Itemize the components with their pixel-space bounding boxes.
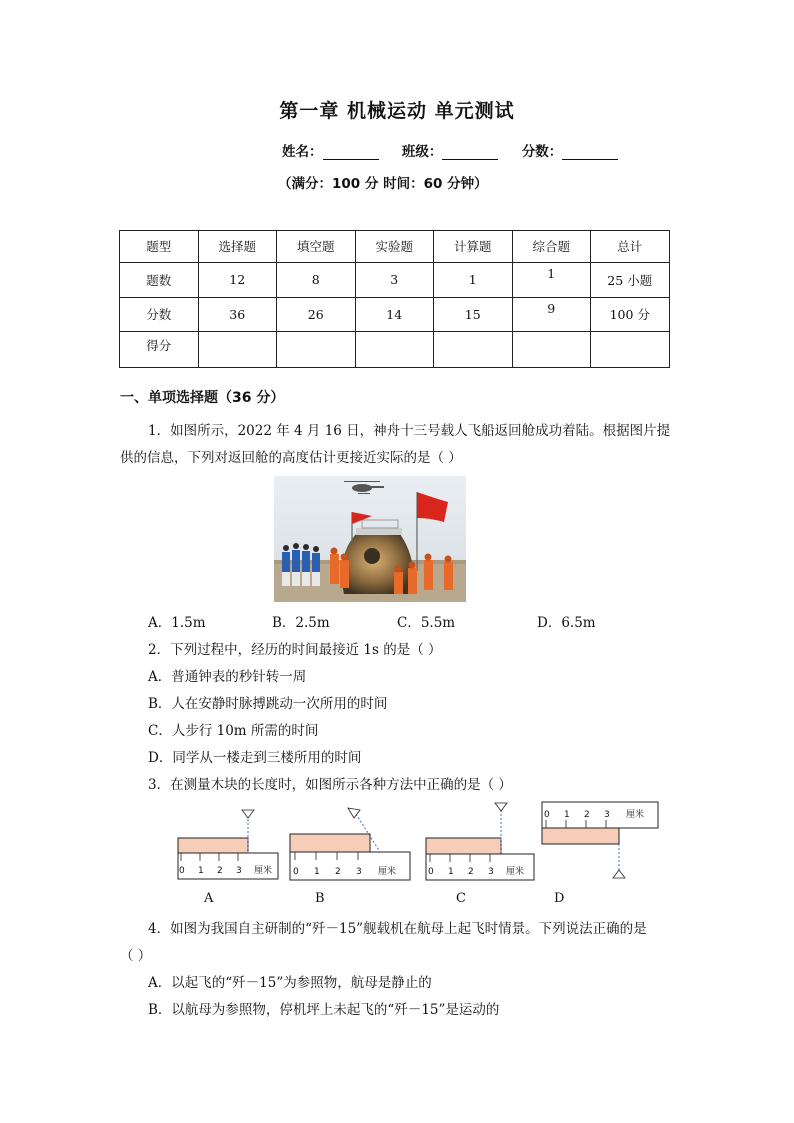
table-cell: 综合题 (512, 231, 591, 263)
ruler-tick-label: 0 (428, 867, 434, 877)
q1-option-b: B．2.5m (272, 615, 330, 631)
ruler-figure-d (542, 802, 658, 878)
eye-icon (242, 810, 254, 818)
figure-label-c: C (456, 891, 466, 906)
q4-option-b: B．以航母为参照物，停机坪上未起飞的“歼－15”是运动的 (148, 1002, 500, 1018)
table-cell: 分数 (120, 297, 199, 332)
ruler-unit-label: 厘米 (378, 867, 397, 877)
ruler-tick-label: 0 (293, 867, 299, 877)
ruler-tick-label: 0 (179, 866, 185, 876)
ruler-tick-label: 2 (217, 866, 223, 876)
eye-icon (348, 808, 360, 818)
ruler-tick-label: 3 (488, 867, 494, 877)
q1-option-a: A．1.5m (148, 615, 206, 631)
ruler-tick-label: 1 (448, 867, 454, 877)
student-info-row (282, 140, 618, 160)
figure-label-b: B (315, 891, 325, 906)
ruler-tick-label: 2 (468, 867, 474, 877)
table-cell[interactable] (434, 332, 513, 368)
q2-option-b: B．人在安静时脉搏跳动一次所用的时间 (148, 696, 388, 712)
table-cell: 26 (277, 297, 356, 332)
score-table (119, 230, 670, 368)
ruler-unit-label: 厘米 (626, 810, 645, 820)
table-cell[interactable] (591, 332, 670, 368)
q2-option-c: C．人步行 10m 所需的时间 (148, 723, 319, 739)
page-title: 第一章 机械运动 单元测试 (279, 100, 515, 122)
ruler-tick-label: 3 (356, 867, 362, 877)
table-cell: 3 (355, 263, 434, 298)
ruler-figure-c (426, 803, 534, 880)
ruler-tick-label: 3 (604, 810, 610, 820)
table-cell[interactable] (512, 332, 591, 368)
q1-option-d: D．6.5m (537, 615, 596, 631)
figure-label-d: D (554, 891, 565, 906)
table-row (120, 297, 670, 332)
ruler-tick-label: 0 (544, 810, 550, 820)
table-cell[interactable] (198, 332, 277, 368)
table-cell: 题型 (120, 231, 199, 263)
ruler-tick-label: 2 (584, 810, 590, 820)
ruler-measurement-figure (168, 800, 668, 885)
ruler-tick-label: 3 (236, 866, 242, 876)
ruler-tick-label: 1 (314, 867, 320, 877)
table-cell: 25 小题 (591, 263, 670, 298)
score-label: 分数： (521, 144, 563, 160)
eye-icon (495, 803, 507, 811)
table-cell: 1 (512, 263, 591, 298)
class-blank (442, 145, 498, 160)
question-3: 3．在测量木块的长度时，如图所示各种方法中正确的是（ ） (148, 777, 512, 793)
ruler-unit-label: 厘米 (254, 866, 273, 876)
table-cell: 15 (434, 297, 513, 332)
table-cell: 计算题 (434, 231, 513, 263)
capsule-landing-photo (274, 476, 466, 602)
table-cell: 题数 (120, 263, 199, 298)
question-4-line-1: 4．如图为我国自主研制的“歼－15”舰载机在航母上起飞时情景。下列说法正确的是 (148, 921, 647, 937)
table-row (120, 332, 670, 368)
eye-icon (613, 870, 625, 878)
figure-label-a: A (204, 891, 214, 906)
table-cell[interactable] (355, 332, 434, 368)
table-cell: 得分 (120, 332, 199, 368)
ruler-figure-b (290, 808, 410, 880)
section-heading: 一、单项选择题（36 分） (120, 390, 285, 406)
table-cell: 9 (512, 297, 591, 332)
table-cell: 1 (434, 263, 513, 298)
question-2: 2．下列过程中，经历的时间最接近 1s 的是（ ） (148, 642, 442, 658)
table-cell: 实验题 (355, 231, 434, 263)
table-cell: 填空题 (277, 231, 356, 263)
score-blank (562, 145, 618, 160)
table-cell[interactable] (277, 332, 356, 368)
ruler-unit-label: 厘米 (506, 867, 525, 877)
score-table-header-row (120, 231, 670, 263)
table-cell: 36 (198, 297, 277, 332)
question-1-line-2: 供的信息，下列对返回舱的高度估计更接近实际的是（ ） (120, 450, 462, 466)
q4-option-a: A．以起飞的“歼－15”为参照物，航母是静止的 (148, 975, 432, 991)
class-label: 班级： (401, 144, 443, 160)
table-cell: 选择题 (198, 231, 277, 263)
table-cell: 12 (198, 263, 277, 298)
q2-option-a: A．普通钟表的秒针转一周 (148, 669, 307, 685)
ruler-figure-a (178, 810, 278, 879)
table-cell: 100 分 (591, 297, 670, 332)
ruler-tick-label: 2 (335, 867, 341, 877)
question-1-line-1: 1．如图所示，2022 年 4 月 16 日，神舟十三号载人飞船返回舱成功着陆。根据图片提 (148, 423, 671, 439)
name-blank (323, 145, 379, 160)
q1-option-c: C．5.5m (397, 615, 456, 631)
table-cell: 总计 (591, 231, 670, 263)
ruler-tick-label: 1 (564, 810, 570, 820)
question-4-line-2: （ ） (120, 948, 152, 964)
exam-meta: （满分：100 分 时间：60 分钟） (278, 176, 488, 192)
table-cell: 14 (355, 297, 434, 332)
table-cell: 8 (277, 263, 356, 298)
ruler-tick-label: 1 (198, 866, 204, 876)
q2-option-d: D．同学从一楼走到三楼所用的时间 (148, 750, 362, 766)
table-row (120, 263, 670, 298)
name-label: 姓名： (282, 144, 323, 160)
